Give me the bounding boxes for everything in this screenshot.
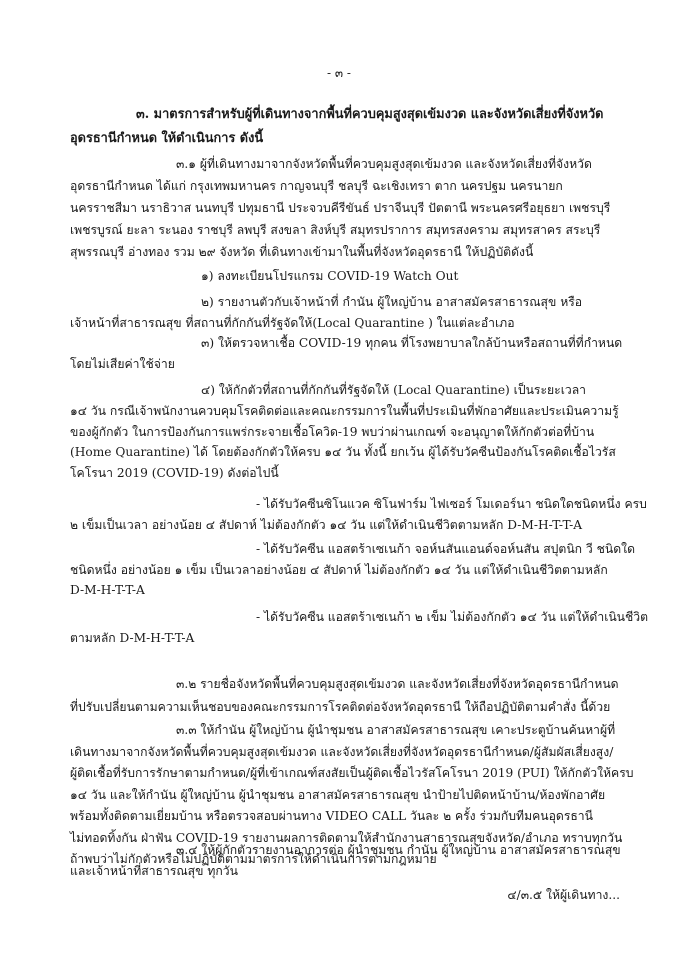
item-list <box>70 266 642 484</box>
exemption-a-line-2: ๒ เข็มเป็นเวลา อย่างน้อย ๔ สัปดาห์ ไม่ต้องกักตัว ๑๔ วัน แต่ให้ดำเนินชีวิตตามหลัก D-M-H-T-T-A <box>70 517 583 532</box>
para-3-1-line-2: อุดรธานีกำหนด ได้แก่ กรุงเทพมหานคร กาญจนบุรี ชลบุรี ฉะเชิงเทรา ตาก นครปฐม นครนายก <box>70 179 563 193</box>
item-4-line-4: (Home Quarantine) ได้ โดยต้องกักตัวให้ครบ ๑๔ วัน ทั้งนี้ ยกเว้น ผู้ได้รับวัคซีนป้องกันโรคติดเชื้อไวรัส <box>70 445 616 460</box>
exemption-b-line-1: - ได้รับวัคซีน แอสตร้าเซเนก้า จอห์นสันแอนด์จอห์นสัน สปุตนิก วี ชนิดใด <box>256 542 636 557</box>
paragraph-3-2 <box>70 673 642 718</box>
para-3-1-line-3: นครราชสีมา นราธิวาส นนทบุรี ปทุมธานี ประจวบคีรีขันธ์ ปราจีนบุรี ปัตตานี พระนครศรีอยุธยา เพชรบุรี <box>70 201 611 215</box>
para-3-1-line-1: ๓.๑ ผู้ที่เดินทางมาจากจังหวัดพื้นที่ควบคุมสูงสุดเข้มงวด และจังหวัดเสี่ยงที่จังหวัด <box>176 157 592 171</box>
section-heading <box>70 103 638 151</box>
para-3-3-line-5: พร้อมทั้งติดตามเยี่ยมบ้าน หรือตรวจสอบผ่านทาง VIDEO CALL วันละ ๒ ครั้ง ร่วมกับทีมคนอุดรธานี <box>70 809 593 823</box>
heading-line-1: ๓. มาตรการสำหรับผู้ที่เดินทางจากพื้นที่ควบคุมสูงสุดเข้มงวด และจังหวัดเสี่ยงที่จังหวัด <box>136 107 604 122</box>
item-3-line-2: โดยไม่เสียค่าใช้จ่าย <box>70 357 175 372</box>
continuation-footer: ๔/๓.๕ ให้ผู้เดินทาง... <box>507 888 620 902</box>
exemption-a-line-1: - ได้รับวัคซีนซิโนแวค ซิโนฟาร์ม ไฟเซอร์ โมเดอร์นา ชนิดใดชนิดหนึ่ง ครบ <box>256 497 647 511</box>
para-3-3-line-2: เดินทางมาจากจังหวัดพื้นที่ควบคุมสูงสุดเข้มงวด และจังหวัดเสี่ยงที่จังหวัดอุดรธานีกำหนด/ผู้สัมผัสเสี่ยงสูง/ <box>70 744 614 759</box>
item-4-line-5: โคโรนา 2019 (COVID-19) ดังต่อไปนี้ <box>70 466 279 481</box>
para-3-3-line-3: ผู้ติดเชื้อที่รับการรักษาตามกำหนด/ผู้ที่เข้าเกณฑ์สงสัยเป็นผู้ติดเชื้อไวรัสโคโรนา 2019 (PUI) ให้กักตัวให้ครบ <box>70 766 634 780</box>
para-3-2-line-1: ๓.๒ รายชื่อจังหวัดพื้นที่ควบคุมสูงสุดเข้มงวด และจังหวัดเสี่ยงที่จังหวัดอุดรธานีกำหนด <box>176 677 619 691</box>
item-3-line-1: ๓) ให้ตรวจหาเชื้อ COVID-19 ทุกคน ที่โรงพยาบาลใกล้บ้านหรือสถานที่ที่กำหนด <box>201 336 623 351</box>
paragraph-3-1 <box>70 153 642 263</box>
exemption-b-line-2: ชนิดหนึ่ง อย่างน้อย ๑ เข็ม เป็นเวลาอย่างน้อย ๔ สัปดาห์ ไม่ต้องกักตัว ๑๔ วัน แต่ให้ดำเนินชีวิตตามหลัก <box>70 562 608 577</box>
page-number: - ๓ - <box>327 66 351 80</box>
item-4-line-2: ๑๔ วัน กรณีเจ้าพนักงานควบคุมโรคติดต่อและคณะกรรมการในพื้นที่ประเมินที่พักอาศัยและประเมินความรู้ <box>70 403 619 418</box>
item-4-line-1: ๔) ให้กักตัวที่สถานที่กักกันที่รัฐจัดให้ (Local Quarantine) เป็นระยะเวลา <box>201 382 587 397</box>
para-3-3-line-7: ถ้าพบว่าไม่กักตัวหรือไม่ปฏิบัติตามมาตรการให้ดำเนินการตามกฎหมาย <box>70 852 437 866</box>
exemption-b-line-3: D-M-H-T-T-A <box>70 583 145 598</box>
item-2-line-1: ๒) รายงานตัวกับเจ้าหน้าที่ กำนัน ผู้ใหญ่บ้าน อาสาสมัครสาธารณสุข หรือ <box>201 294 583 309</box>
para-3-3-line-1: ๓.๓ ให้กำนัน ผู้ใหญ่บ้าน ผู้นำชุมชน อาสาสมัครสาธารณสุข เคาะประตูบ้านค้นหาผู้ที่ <box>176 723 616 737</box>
item-2-line-2: เจ้าหน้าที่สาธารณสุข ที่สถานที่กักกันที่รัฐจัดให้(Local Quarantine ) ในแต่ละอำเภอ <box>70 315 515 330</box>
para-3-3-line-6: ไม่ทอดทิ้งกัน ฝ่าฟัน COVID-19 รายงานผลการติดตามให้สำนักงานสาธารณสุขจังหวัด/อำเภอ ทราบทุกวัน <box>70 830 623 845</box>
exemption-list <box>70 494 649 648</box>
paragraph-3-3 <box>70 720 642 871</box>
item-1: ๑) ลงทะเบียนโปรแกรม COVID-19 Watch Out <box>201 269 459 283</box>
exemption-c-line-2: ตามหลัก D-M-H-T-T-A <box>70 630 195 645</box>
exemption-c-line-1: - ได้รับวัคซีน แอสตร้าเซเนก้า ๒ เข็ม ไม่ต้องกักตัว ๑๔ วัน แต่ให้ดำเนินชีวิต <box>256 609 649 624</box>
para-3-1-line-4: เพชรบูรณ์ ยะลา ระนอง ราชบุรี ลพบุรี สงขลา สิงห์บุรี สมุทรปราการ สมุทรสงคราม สมุทรสาคร สระบุรี <box>70 223 601 237</box>
heading-line-2: อุดรธานีกำหนด ให้ดำเนินการ ดังนี้ <box>70 131 264 146</box>
para-3-4-line-1: ๓.๔ ให้ผู้กักตัวรายงานอาการต่อ ผู้นำชุมชน กำนัน ผู้ใหญ่บ้าน อาสาสมัครสาธารณสุข <box>176 843 621 857</box>
para-3-3-line-4: ๑๔ วัน และให้กำนัน ผู้ใหญ่บ้าน ผู้นำชุมชน อาสาสมัครสาธารณสุข นำป้ายไปติดหน้าบ้าน/ห้องพักอาศัย <box>70 787 606 802</box>
para-3-4-line-2: และเจ้าหน้าที่สาธารณสุข ทุกวัน <box>70 864 238 878</box>
para-3-2-line-2: ที่ปรับเปลี่ยนตามความเห็นชอบของคณะกรรมการโรคติดต่อจังหวัดอุดรธานี ให้ถือปฏิบัติตามคำสั่ง นี้ด้วย <box>70 699 611 714</box>
item-4-line-3: ของผู้กักตัว ในการป้องกันการแพร่กระจายเชื้อโควิด-19 พบว่าผ่านเกณฑ์ จะอนุญาตให้กักตัวต่อที่บ้าน <box>70 424 595 439</box>
para-3-1-line-5: สุพรรณบุรี อ่างทอง รวม ๒๙ จังหวัด ที่เดินทางเข้ามาในพื้นที่จังหวัดอุดรธานี ให้ปฏิบัติดังนี้ <box>70 245 534 259</box>
